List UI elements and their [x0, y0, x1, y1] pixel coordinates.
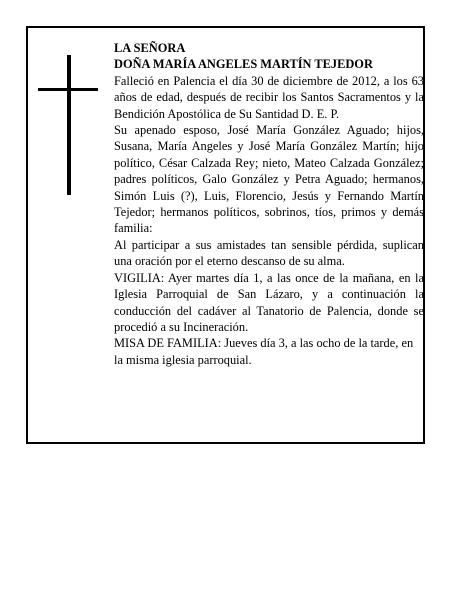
obituary-notice: [26, 26, 425, 444]
family-list: Su apenado esposo, José María González Aguado; hijos, Susana, María Angeles y José María González Martín; hijo político, César Calzada Rey; nieto, Mateo Calzada González; padres políticos, Galo González y Petra Aguado; hermanos, Simón Luis (?), Luis, Florencio, Jesús y Fernando Martín Tejedor; hermanos políticos, sobrinos, tíos, primos y demás familia:: [114, 123, 424, 236]
deceased-name: DOÑA MARÍA ANGELES MARTÍN TEJEDOR: [114, 57, 373, 72]
cross-horizontal-bar: [38, 88, 98, 91]
notice-heading: LA SEÑORA: [114, 41, 186, 55]
cross-vertical-bar: [67, 55, 71, 195]
vigil-details: VIGILIA: Ayer martes día 1, a las once de la mañana, en la Iglesia Parroquial de San Lázaro, y a continuación la conducción del cadáver al Tanatorio de Palencia, donde se procedió a su Incineración.: [114, 270, 424, 334]
prayer-request: Al participar a sus amistades tan sensible pérdida, suplican una oración por el eterno descanso de su alma.: [114, 237, 424, 269]
family-mass-details: MISA DE FAMILIA: Jueves día 3, a las ocho de la tarde, en la misma iglesia parroquial.: [114, 336, 414, 367]
death-announcement: Falleció en Palencia el día 30 de diciembre de 2012, a los 63 años de edad, después de recibir los Santos Sacramentos y la Bendición Apostólica de Su Santidad D. E. P.: [114, 73, 424, 121]
notice-text: [114, 40, 424, 368]
